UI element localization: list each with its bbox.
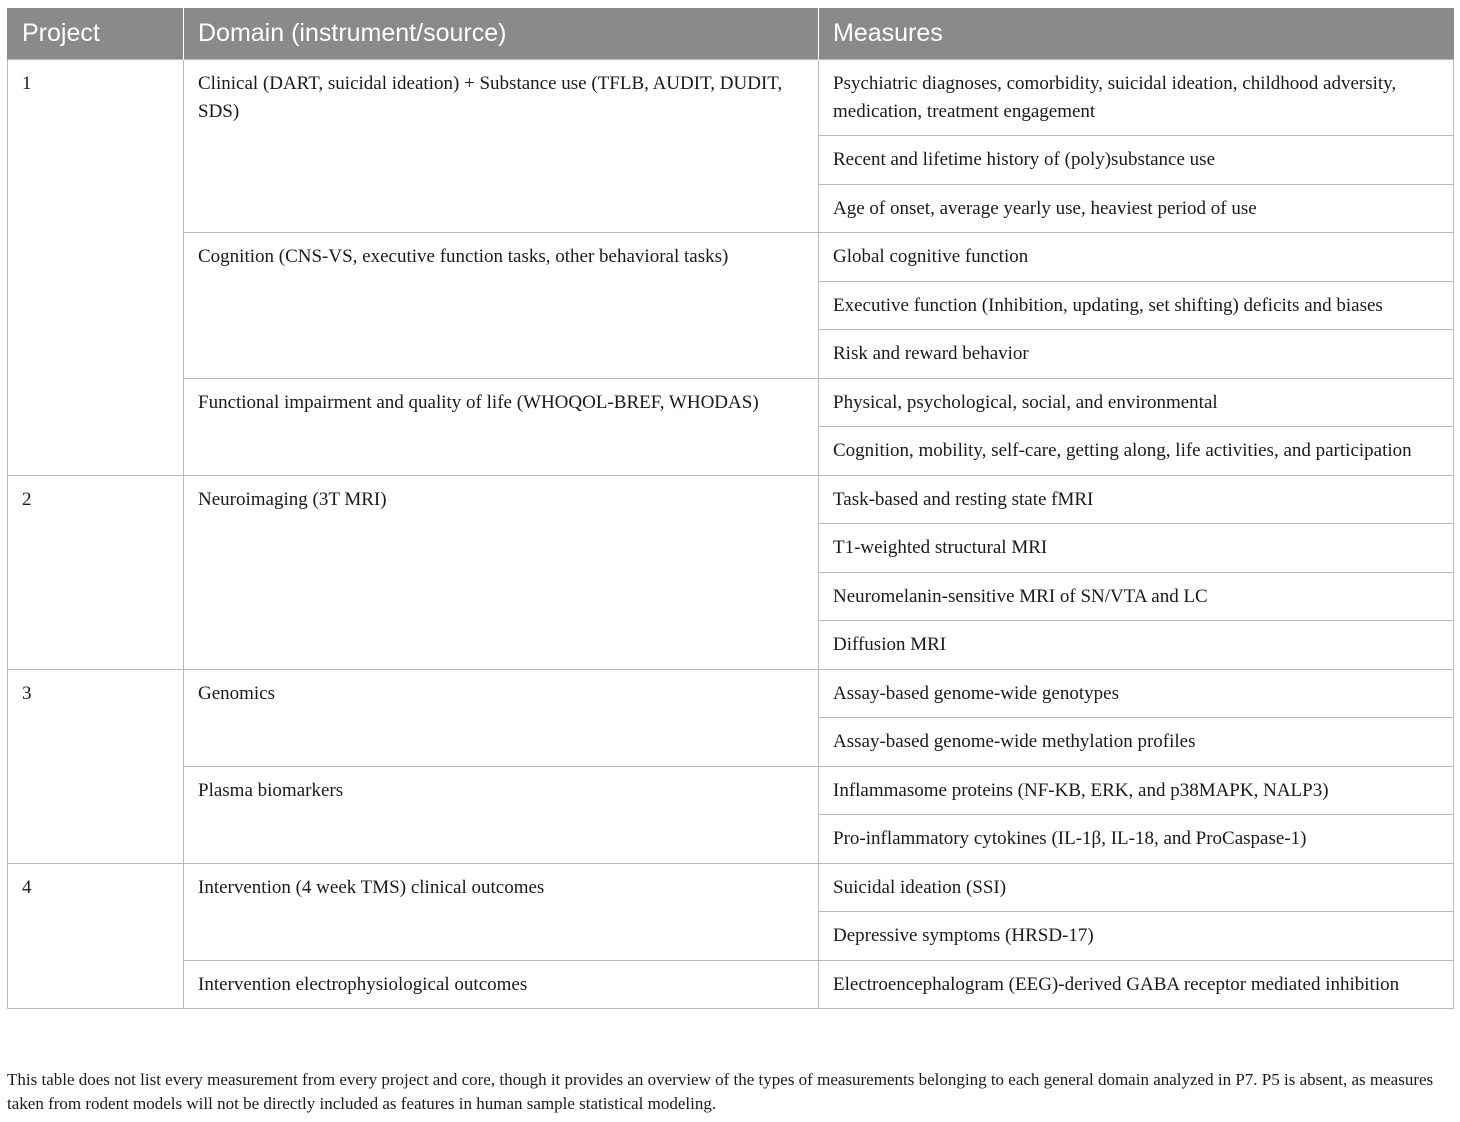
domain-cell: Intervention electrophysiological outcomes xyxy=(184,960,819,1009)
table-container xyxy=(7,8,1453,1009)
table-row xyxy=(8,766,1454,815)
measure-cell: Assay-based genome-wide methylation profiles xyxy=(819,718,1454,767)
measure-cell: Electroencephalogram (EEG)-derived GABA receptor mediated inhibition xyxy=(819,960,1454,1009)
measure-cell: Neuromelanin-sensitive MRI of SN/VTA and LC xyxy=(819,572,1454,621)
project-cell: 2 xyxy=(8,475,184,669)
table-row xyxy=(8,960,1454,1009)
measure-cell: Pro-inflammatory cytokines (IL-1β, IL-18, and ProCaspase-1) xyxy=(819,815,1454,864)
table-row xyxy=(8,378,1454,427)
measure-cell: Assay-based genome-wide genotypes xyxy=(819,669,1454,718)
table-row xyxy=(8,863,1454,912)
measure-cell: Cognition, mobility, self-care, getting along, life activities, and participation xyxy=(819,427,1454,476)
table-row xyxy=(8,669,1454,718)
measures-table xyxy=(7,8,1454,1009)
measure-cell: Inflammasome proteins (NF-KB, ERK, and p38MAPK, NALP3) xyxy=(819,766,1454,815)
domain-cell: Cognition (CNS-VS, executive function tasks, other behavioral tasks) xyxy=(184,233,819,379)
table-body xyxy=(8,60,1454,1009)
domain-cell: Intervention (4 week TMS) clinical outcomes xyxy=(184,863,819,960)
header-domain: Domain (instrument/source) xyxy=(184,8,819,60)
project-cell: 3 xyxy=(8,669,184,863)
header-project: Project xyxy=(8,8,184,60)
measure-cell: Risk and reward behavior xyxy=(819,330,1454,379)
table-footnote: This table does not list every measurement from every project and core, though it provides an overview of the types of measurements belonging to each general domain analyzed in P7. P5 is absent, as measures taken from rodent models will not be directly included as features in human sample statistical modeling. xyxy=(7,1070,1434,1113)
header-row xyxy=(8,8,1454,60)
table-row xyxy=(8,475,1454,524)
domain-cell: Neuroimaging (3T MRI) xyxy=(184,475,819,669)
domain-cell: Functional impairment and quality of life (WHOQOL-BREF, WHODAS) xyxy=(184,378,819,475)
header-measures: Measures xyxy=(819,8,1454,60)
measure-cell: Suicidal ideation (SSI) xyxy=(819,863,1454,912)
measure-cell: Psychiatric diagnoses, comorbidity, suicidal ideation, childhood adversity, medication, treatment engagement xyxy=(819,60,1454,136)
measure-cell: Task-based and resting state fMRI xyxy=(819,475,1454,524)
measure-cell: Age of onset, average yearly use, heaviest period of use xyxy=(819,184,1454,233)
table-header xyxy=(8,8,1454,60)
measure-cell: Diffusion MRI xyxy=(819,621,1454,670)
project-cell: 4 xyxy=(8,863,184,1009)
table-row xyxy=(8,233,1454,282)
measure-cell: Global cognitive function xyxy=(819,233,1454,282)
domain-cell: Plasma biomarkers xyxy=(184,766,819,863)
measure-cell: Recent and lifetime history of (poly)substance use xyxy=(819,136,1454,185)
project-cell: 1 xyxy=(8,60,184,476)
domain-cell: Clinical (DART, suicidal ideation) + Substance use (TFLB, AUDIT, DUDIT, SDS) xyxy=(184,60,819,233)
domain-cell: Genomics xyxy=(184,669,819,766)
measure-cell: Depressive symptoms (HRSD-17) xyxy=(819,912,1454,961)
table-row xyxy=(8,60,1454,136)
measure-cell: T1-weighted structural MRI xyxy=(819,524,1454,573)
measure-cell: Physical, psychological, social, and environmental xyxy=(819,378,1454,427)
measure-cell: Executive function (Inhibition, updating, set shifting) deficits and biases xyxy=(819,281,1454,330)
